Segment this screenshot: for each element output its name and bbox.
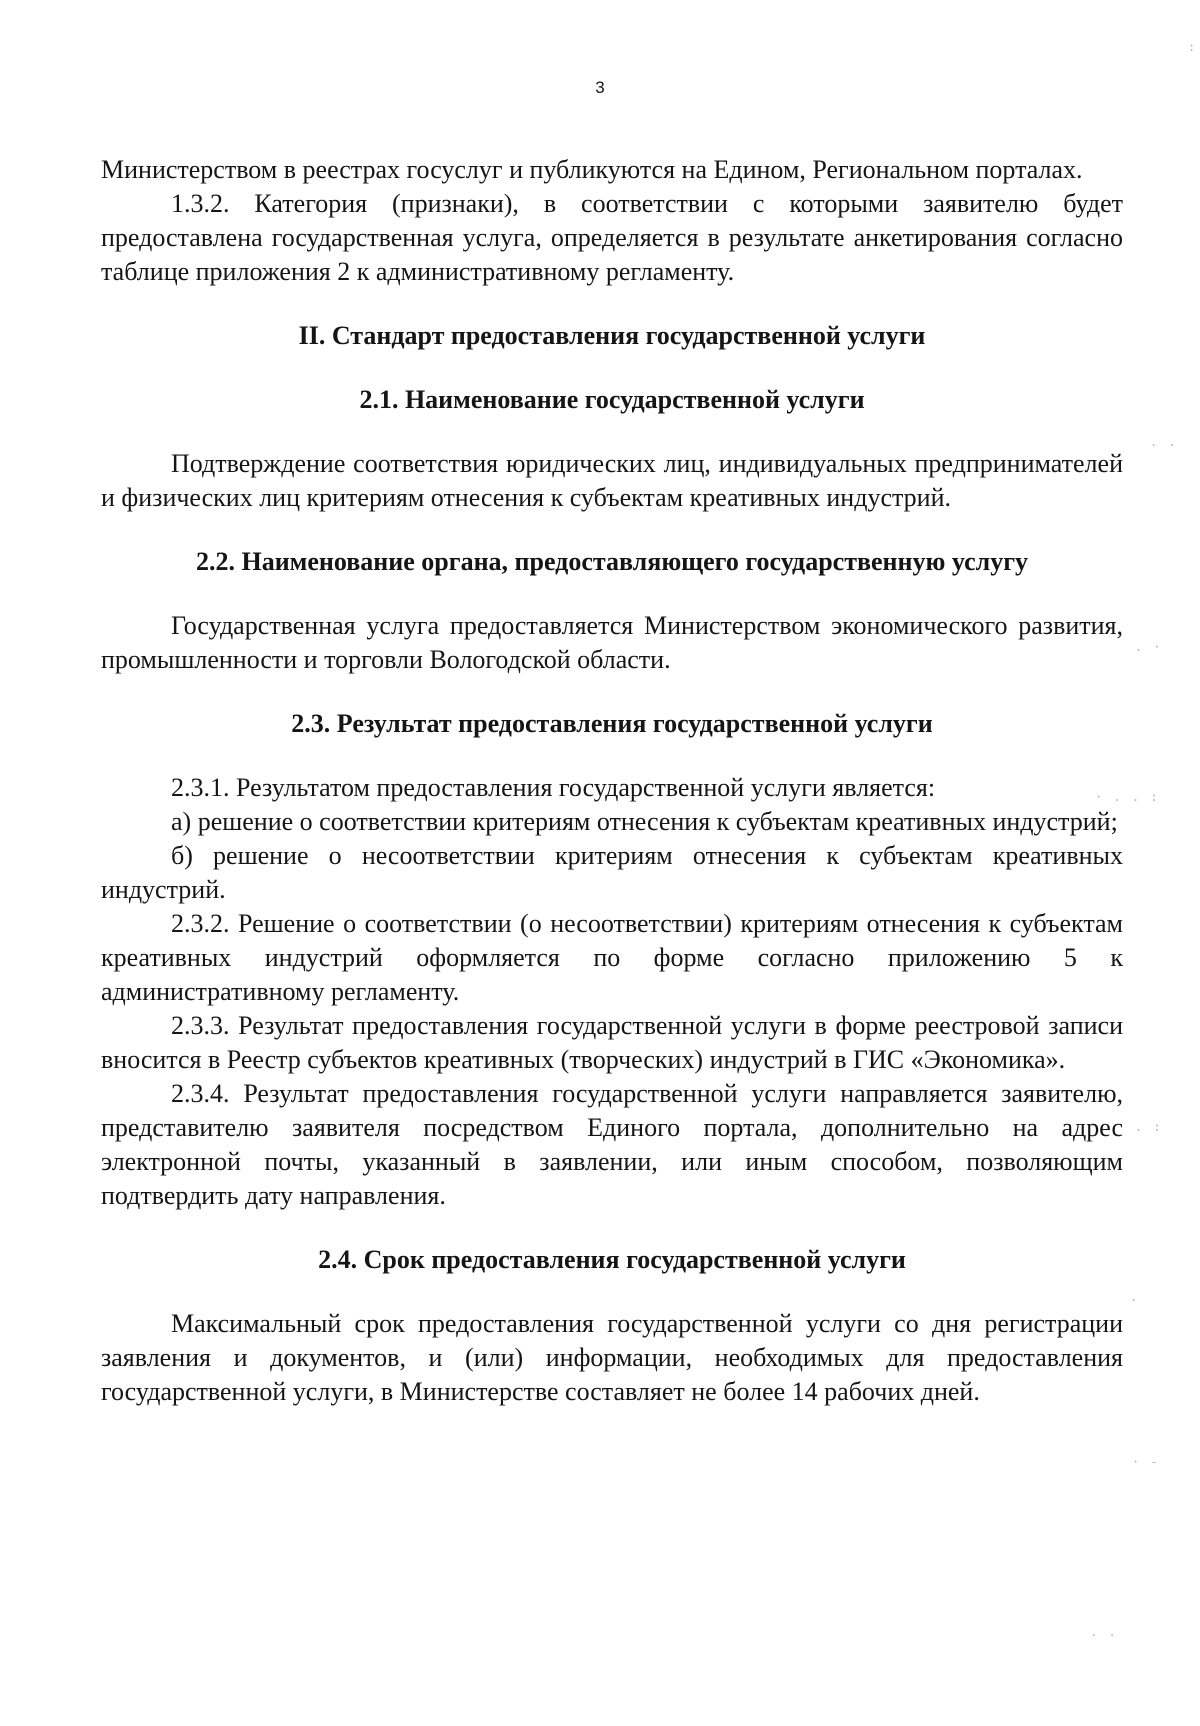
subsection-2-2-text: Государственная услуга предоставляется Министерством экономического развития, промышленности и торговли Вологодской области.: [101, 611, 1123, 674]
subsection-2-1-text: Подтверждение соответствия юридических лиц, индивидуальных предпринимателей и физических лиц критериям отнесения к субъектам креативных индустрий.: [101, 449, 1123, 512]
subsection-2-3-paragraph: 2.3.4. Результат предоставления государственной услуги направляется заявителю, представителю заявителя посредством Единого портала, дополнительно на адрес электронной почты, указанный в заявлении, или иным способом, позволяющим подтвердить дату направления.: [101, 1079, 1123, 1210]
subsection-2-3-paragraph: 2.3.3. Результат предоставления государственной услуги в форме реестровой записи вносится в Реестр субъектов креативных (творческих) индустрий в ГИС «Экономика».: [101, 1011, 1123, 1074]
scan-artifact: :: [1188, 40, 1198, 54]
scan-artifact: .: [1130, 1290, 1140, 1304]
section-title: II. Стандарт предоставления государственной услуги: [298, 321, 926, 350]
intro-paragraph-1: Министерством в реестрах госуслуг и публикуются на Едином, Региональном порталах.: [101, 155, 1083, 184]
scan-artifact: . :: [1135, 1120, 1163, 1134]
page-number: 3: [595, 78, 605, 97]
subsection-2-3-paragraph: б) решение о несоответствии критериям отнесения к субъектам креативных индустрий.: [101, 841, 1123, 904]
subsection-2-2-title: 2.2. Наименование органа, предоставляющего государственную услугу: [195, 547, 1029, 576]
subsection-2-4-text: Максимальный срок предоставления государственной услуги со дня регистрации заявления и документов, и (или) информации, необходимых для предоставления государственной услуги, в Министерстве составляет не более 14 рабочих дней.: [101, 1309, 1123, 1406]
scan-artifact: . ·: [1135, 640, 1163, 654]
scan-artifact: · . . :: [1095, 790, 1160, 804]
scan-artifact: . .: [1150, 435, 1178, 449]
scan-artifact: · -: [1132, 1455, 1160, 1469]
scan-artifact: . .: [1090, 1625, 1118, 1639]
subsection-2-3-paragraph: 2.3.2. Решение о соответствии (о несоответствии) критериям отнесения к субъектам креативных индустрий оформляется по форме согласно приложению 5 к административному регламенту.: [101, 909, 1123, 1006]
subsection-2-4-title: 2.4. Срок предоставления государственной услуги: [318, 1245, 906, 1274]
subsection-2-1-title: 2.1. Наименование государственной услуги: [359, 385, 865, 414]
intro-paragraph-2: 1.3.2. Категория (признаки), в соответствии с которыми заявителю будет предоставлена государственная услуга, определяется в результате анкетирования согласно таблице приложения 2 к административному регламенту.: [101, 189, 1123, 286]
subsection-2-3-paragraph: 2.3.1. Результатом предоставления государственной услуги является:: [171, 773, 936, 802]
subsection-2-3-title: 2.3. Результат предоставления государственной услуги: [291, 709, 933, 738]
document-body: [101, 153, 1123, 1409]
subsection-2-3-paragraph: а) решение о соответствии критериям отнесения к субъектам креативных индустрий;: [171, 807, 1118, 836]
